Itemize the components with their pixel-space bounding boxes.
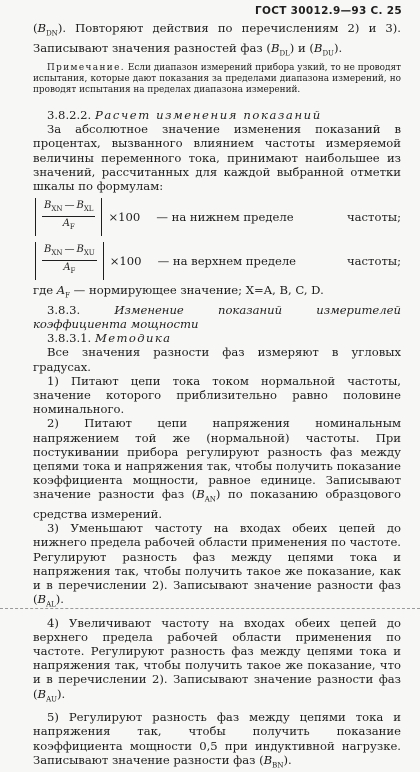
abs-value-bars bbox=[35, 198, 102, 236]
page-header: ГОСТ 30012.9—93 С. 25 bbox=[255, 5, 402, 17]
fraction: $\frac{B_{XN} — B_{XU}}{A_F}$ bbox=[44, 244, 95, 276]
page-content bbox=[33, 21, 401, 772]
section-3822-heading: 3.8.2.2. Расчет изменения показаний bbox=[47, 108, 322, 123]
intro-paragraph: $(B_{DN})$. Повторяют действия по перечислениям 2) и 3). Записывают значения разностей фаз $(B_{DL})$ и $(B_{DU})$. bbox=[33, 21, 401, 57]
fraction: $\frac{B_{XN} — B_{XL}}{A_F}$ bbox=[44, 200, 94, 232]
abs-value-bars bbox=[35, 242, 104, 280]
paragraph-all-values: Все значения разности фаз измеряют в угловых градусах. bbox=[33, 345, 401, 374]
formula-lower-limit: $\frac{B_{XN} — B_{XL}}{A_F}$ ×100 — на нижнем пределе частоты; bbox=[33, 197, 401, 237]
paragraph-step-2: 2) Питают цепи напряжения номинальным напряжением той же (нормальной) частоты. При постукивании прибора регулируют разность фаз между цепями тока и напряжения так, чтобы получить показание коэффициента мощности, равное единице. Записывают значение разности фаз $(B_{AN})$ по показанию образцового средства измерений. bbox=[33, 416, 401, 521]
where-line: где $A_F$ — нормирующее значение; X=A, B, C, D. bbox=[33, 283, 324, 300]
paragraph-step-4: 4) Увеличивают частоту на входах обеих цепей до верхнего предела рабочей области применения по частоте. Регулируют разность фаз между цепями тока и напряжения так, чтобы получить такое же показание, что и в перечислении 2). Записывают значение разности фаз $(B_{AU})$. bbox=[33, 615, 401, 703]
formula-upper-limit: $\frac{B_{XN} — B_{XU}}{A_F}$ ×100 — на верхнем пределе частоты; bbox=[33, 241, 401, 281]
paragraph-step-1: 1) Питают цепи тока током нормальной частоты, значение которого приблизительно равно половине номинального. bbox=[33, 373, 401, 417]
page-bottom-rule bbox=[0, 608, 420, 609]
section-3831-heading: 3.8.3.1. Методика bbox=[47, 331, 172, 346]
paragraph-step-5: 5) Регулируют разность фаз между цепями тока и напряжения так, чтобы получить показание коэффициента мощности 0,5 при индуктивной нагрузке. Записывают значение разности фаз $(B_{BN})$. bbox=[33, 710, 401, 770]
section-3822-body: За абсолютное значение изменения показаний в процентах, вызванного влиянием частоты измеряемой величины переменного тока, принимают наибольшее из значений, рассчитанных для каждой выбранной отметки шкалы по формулам: bbox=[33, 122, 401, 194]
paragraph-step-3: 3) Уменьшают частоту на входах обеих цепей до нижнего предела рабочей области применения по частоте. Регулируют разность фаз между цепями тока и напряжения так, чтобы получить такое же показание, как и в перечислении 2). Записывают значение разности фаз $(B_{AL})$. bbox=[33, 521, 401, 609]
note-paragraph: Примечание. Если диапазон измерений прибора узкий, то не проводят испытания, которые дают показания за пределами диапазона измерений, но проводят испытания на пределах диапазона измерений. bbox=[33, 63, 401, 96]
section-383-heading: 3.8.3. Изменение показаний измерителей коэффициента мощности bbox=[33, 302, 402, 331]
